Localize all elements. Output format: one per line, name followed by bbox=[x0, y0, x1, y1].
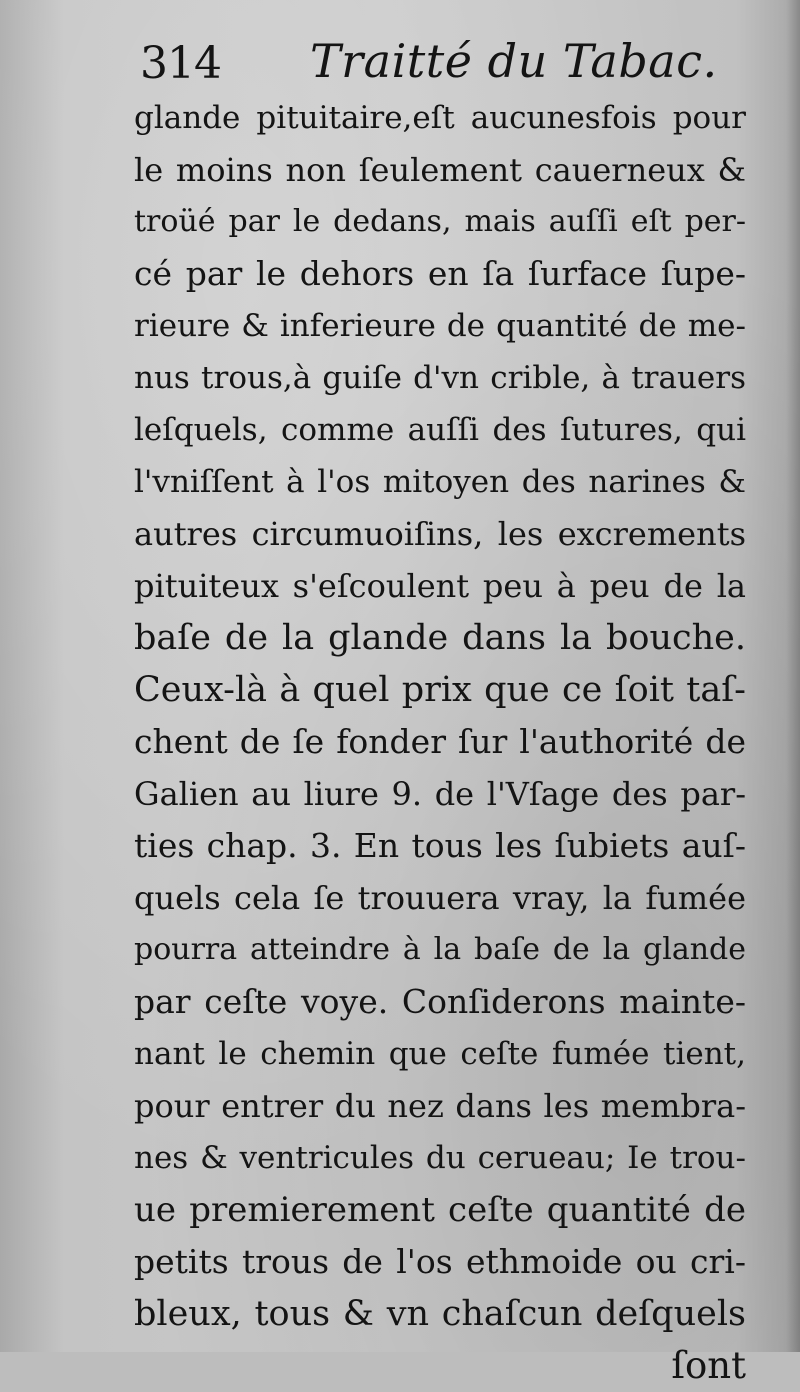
text-line: rieure & inferieure de quantité de me- bbox=[134, 308, 746, 344]
text-line: par ceſte voye. Conſiderons mainte- bbox=[134, 982, 746, 1021]
text-line: glande pituitaire,eſt aucunesfois pour bbox=[134, 100, 746, 136]
text-line: petits trous de l'os ethmoide ou cri- bbox=[134, 1242, 746, 1281]
text-line: pituiteux s'eſcoulent peu à peu de la bbox=[134, 567, 746, 605]
running-title: Traitté du Tabac. bbox=[310, 34, 718, 88]
text-line: quels cela ſe trouuera vray, la fumée bbox=[134, 879, 746, 917]
text-line: autres circumuoiſins, les excrements bbox=[134, 515, 746, 553]
text-line: cé par le dehors en ſa ſurface ſupe- bbox=[134, 254, 746, 293]
text-line: Ceux-là à quel prix que ce ſoit taſ- bbox=[134, 670, 746, 710]
text-line: ties chap. 3. En tous les ſubiets auſ- bbox=[134, 826, 746, 865]
page-number: 314 bbox=[140, 38, 221, 89]
text-line: troüé par le dedans, mais auſſi eſt per- bbox=[134, 204, 746, 239]
body-text bbox=[134, 92, 746, 1392]
catchword: ſont bbox=[671, 1344, 746, 1387]
page-edge-shadow bbox=[786, 0, 800, 1352]
text-line: Galien au liure 9. de l'Vſage des par- bbox=[134, 775, 746, 813]
text-line: nant le chemin que ceſte fumée tient, bbox=[134, 1036, 746, 1072]
text-line: bleux, tous & vn chaſcun deſquels bbox=[134, 1294, 746, 1334]
text-line: nus trous,à guiſe d'vn crible, à trauers bbox=[134, 360, 746, 396]
text-line: pour entrer du nez dans les membra- bbox=[134, 1087, 746, 1125]
text-line: leſquels, comme auſſi des ſutures, qui bbox=[134, 412, 746, 448]
page-header bbox=[140, 34, 750, 94]
text-line: chent de ſe fonder ſur l'authorité de bbox=[134, 722, 746, 761]
text-line: l'vniſſent à l'os mitoyen des narines & bbox=[134, 464, 746, 500]
text-line: pourra atteindre à la baſe de la glande bbox=[134, 932, 746, 967]
text-line: nes & ventricules du cerueau; Ie trou- bbox=[134, 1140, 746, 1176]
text-line: baſe de la glande dans la bouche. bbox=[134, 618, 746, 658]
text-line: le moins non ſeulement cauerneux & bbox=[134, 151, 746, 189]
text-line: ue premierement ceſte quantité de bbox=[134, 1190, 746, 1230]
